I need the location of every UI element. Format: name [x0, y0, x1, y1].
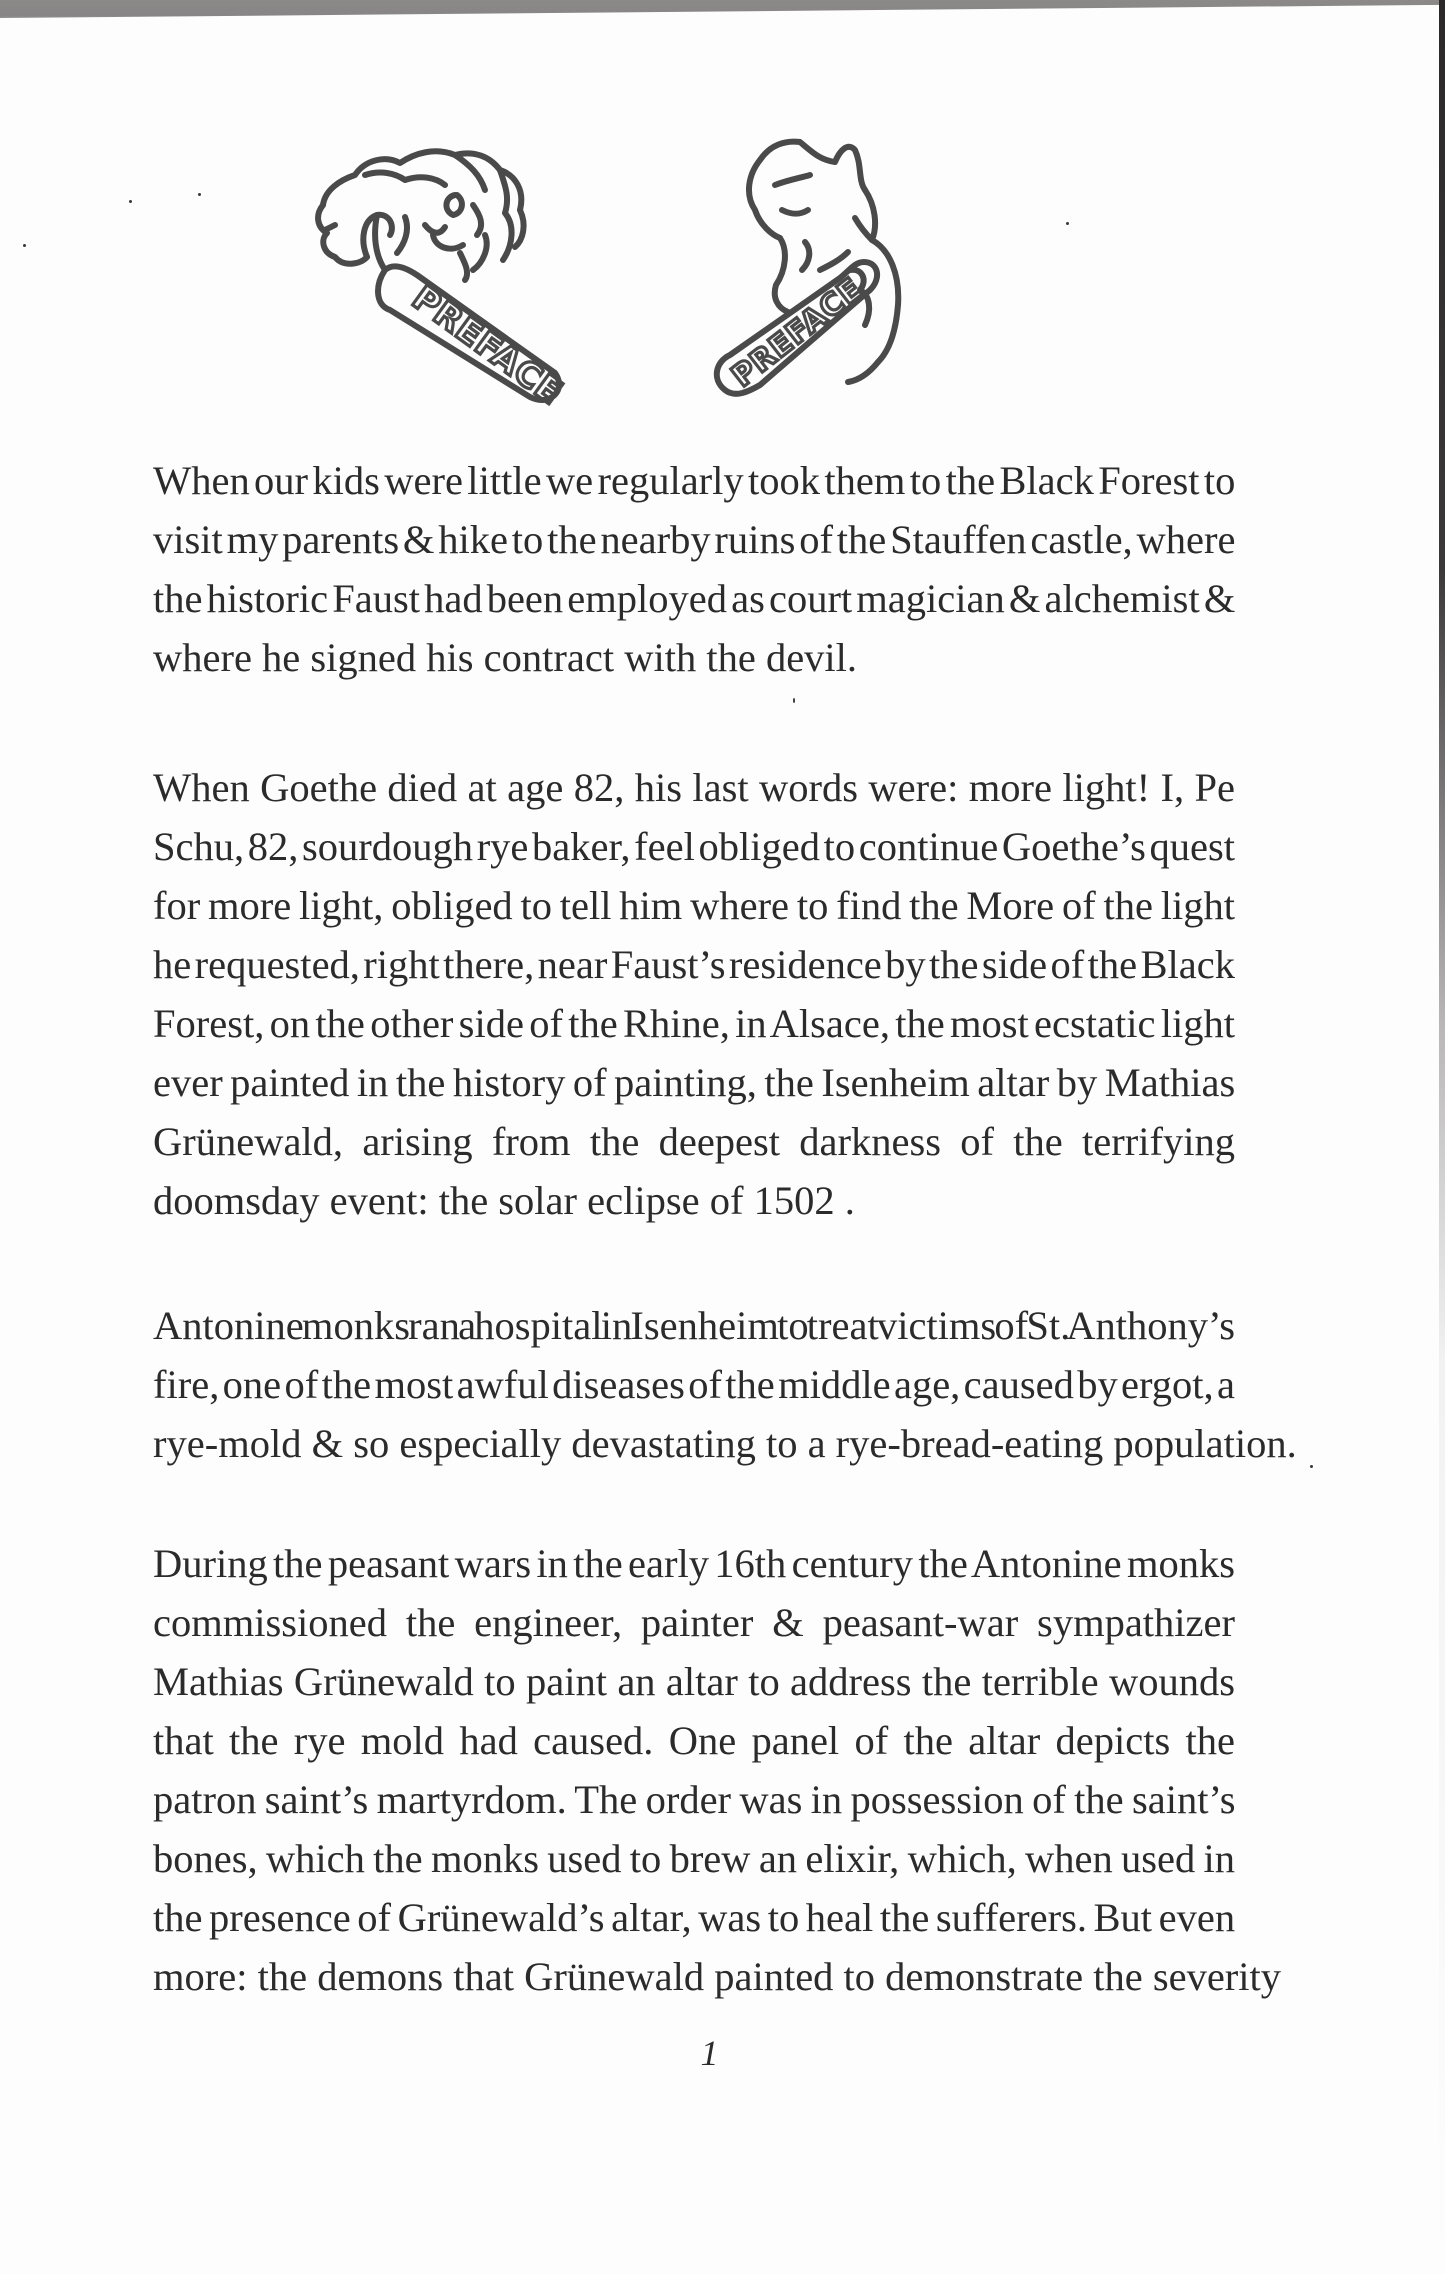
banner-text-right: PREFACE [725, 271, 870, 395]
scan-speck [198, 193, 201, 196]
text-line: Schu, 82, sourdough rye baker, feel obliged to continue Goethe’s quest [153, 824, 1235, 869]
text-line: he requested, right there, near Faust’s residence by the side of the Black [153, 942, 1235, 987]
text-line: During the peasant wars in the early 16th century the Antonine monks [153, 1541, 1235, 1586]
text-line: When Goethe died at age 82, his last words were: more light! I, Pe [153, 765, 1235, 810]
scan-speck [129, 200, 132, 203]
page-number: 1 [700, 2033, 719, 2073]
text-line: more: the demons that Grünewald painted to demonstrate the severity [153, 1954, 1282, 1999]
scan-speck [793, 698, 795, 703]
paragraph [153, 1296, 1297, 1473]
text-line: When our kids were little we regularly took them to the Black Forest to [153, 458, 1236, 503]
paragraph [153, 1534, 1282, 2006]
text-line: Grünewald, arising from the deepest darkness of the terrifying [153, 1119, 1235, 1164]
text-line: ever painted in the history of painting, the Isenheim altar by Mathias [153, 1060, 1236, 1105]
text-line: the presence of Grünewald’s altar, was to heal the sufferers. But even [153, 1895, 1236, 1940]
head-sketch-icon [305, 135, 575, 414]
text-line: bones, which the monks used to brew an elixir, which, when used in [153, 1836, 1236, 1881]
scan-right-edge [1439, 0, 1445, 2274]
paragraph [153, 451, 1235, 687]
text-line: where he signed his contract with the devil. [153, 635, 858, 680]
text-line: fire, one of the most awful diseases of the middle age, caused by ergot, a [153, 1362, 1235, 1407]
text-line: visit my parents & hike to the nearby ruins of the Stauffen castle, where [153, 517, 1236, 562]
text-line: the historic Faust had been employed as court magician & alchemist & [153, 576, 1236, 621]
preface-drawing-left [305, 135, 575, 414]
text-line: Antonine monks ran a hospital in Isenheim to treat victims of St. Anthony’s [153, 1303, 1235, 1348]
text-line: doomsday event: the solar eclipse of 1502 . [153, 1178, 855, 1223]
text-line: Mathias Grünewald to paint an altar to address the terrible wounds [153, 1659, 1235, 1704]
scan-top-edge [0, 0, 1445, 22]
creature-sketch-icon [700, 130, 940, 405]
text-line: that the rye mold had caused. One panel of the altar depicts the [153, 1718, 1235, 1763]
banner-text-left: PREFACE [404, 277, 570, 414]
scan-speck [1310, 1465, 1313, 1468]
scan-speck [23, 244, 26, 247]
paragraph [153, 758, 1235, 1230]
scan-speck [1066, 222, 1069, 225]
preface-drawing-right [700, 130, 940, 405]
text-line: Forest, on the other side of the Rhine, in Alsace, the most ecstatic light [153, 1001, 1236, 1046]
text-line: commissioned the engineer, painter & peasant-war sympathizer [153, 1600, 1235, 1645]
text-line: for more light, obliged to tell him where to find the More of the light [153, 883, 1235, 928]
text-line: rye-mold & so especially devastating to a rye-bread-eating population. [153, 1421, 1297, 1466]
text-line: patron saint’s martyrdom. The order was in possession of the saint’s [153, 1777, 1236, 1822]
